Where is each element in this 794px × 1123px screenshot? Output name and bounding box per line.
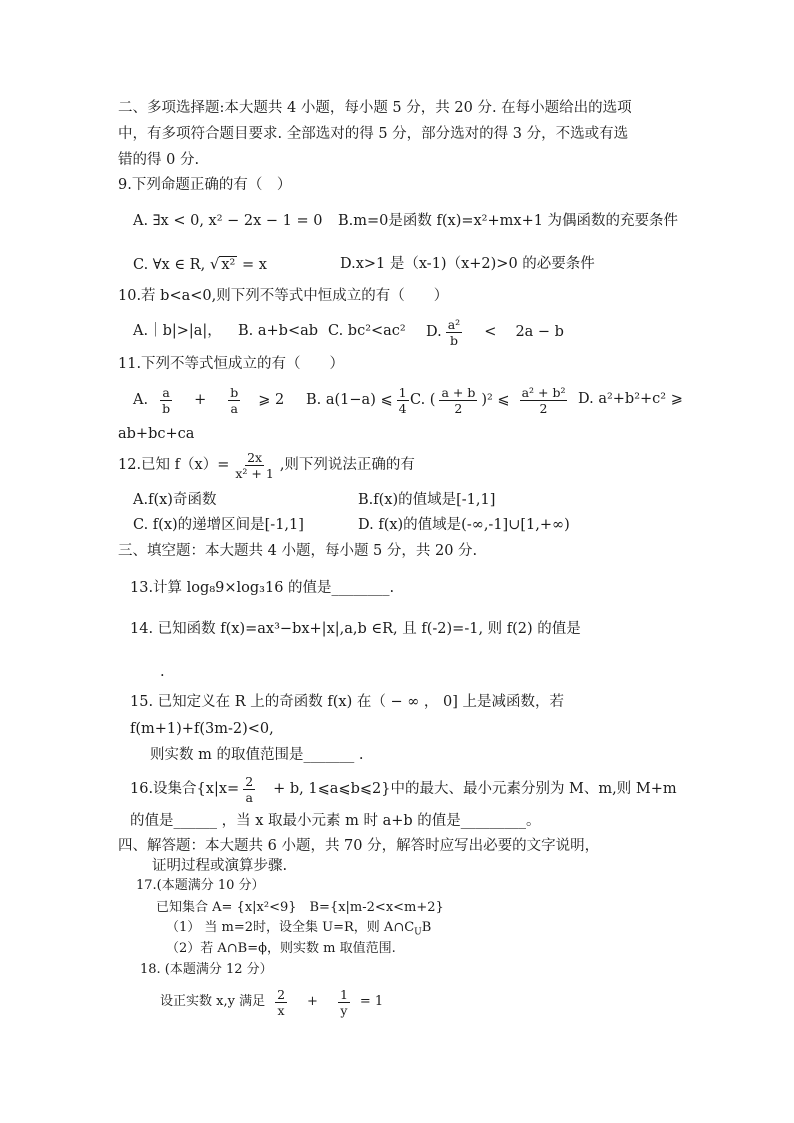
q16-denominator: a [245,789,253,805]
q11-option-b-num: 1 [398,384,407,400]
q11-option-a-plus: + [194,392,207,408]
q9-stem: 9.下列命题正确的有（ ） [118,177,292,193]
q17-part1-end: B [421,920,432,935]
q12-option-b: B.f(x)的值域是[-1,1] [358,492,496,508]
section4-instructions-line1: 四、解答题：本大题共 6 小题，共 70 分，解答时应写出必要的文字说明， [118,838,600,854]
q18-num2: 1 [339,986,348,1002]
q11-option-c-num2: a² + b² [521,384,566,400]
q16-line2: 的值是______ ，当 x 取最小元素 m 时 a+b 的值是_________。 [130,813,541,829]
q11-option-c-fraction2 [520,385,568,416]
q9-option-c-radicand: x² [221,257,236,273]
q11-option-a-prefix: A. [133,392,149,408]
q17-part1-text: （1） 当 m=2时，设全集 U=R，则 A∩C [166,920,415,935]
q17-given-sets: 已知集合 A= {x|x²<9} B={x|m-2<x<m+2} [156,900,444,915]
q11-stem: 11.下列不等式恒成立的有（ ） [118,356,345,372]
q15-line3: 则实数 m 的取值范围是_______ . [150,747,364,763]
q11-option-b-fraction [397,385,409,416]
q10-option-d-numerator: a² [447,316,461,332]
q16-numerator: 2 [245,773,254,789]
q14-text: 14. 已知函数 f(x)=ax³−bx+|x|,a,b ∈R, 且 f(-2)=-1, 则 f(2) 的值是 [130,621,581,637]
q10-option-d-prefix: D. [426,324,442,340]
q9-option-c-prefix: C. ∀x ∈ R, [133,257,206,273]
q12-numerator: 2x [247,449,263,465]
q12-option-a: A.f(x)奇函数 [133,492,217,508]
q11-option-a [133,378,284,422]
q18-num1: 2 [277,986,286,1002]
q11-option-a-suffix: ⩾ 2 [258,392,285,408]
section3-title: 三、填空题：本大题共 4 小题，每小题 5 分，共 20 分. [118,543,478,559]
q12-stem-prefix: 12.已知 f（x）= [118,457,230,473]
section2-instructions-line3: 错的得 0 分. [118,152,200,168]
section4-instructions-line2: 证明过程或演算步骤. [152,858,288,874]
q16-prefix: 16.设集合{x|x= [130,781,240,797]
q11-option-b [306,378,413,422]
q18-fraction2 [338,987,350,1018]
q11-option-a-fraction2 [228,385,240,416]
q16-fraction [243,774,255,805]
q12-option-d: D. f(x)的值域是(-∞,-1]∪[1,+∞) [358,517,570,533]
q17-header: 17.(本题满分 10 分） [136,878,265,893]
q16-line1 [130,768,677,810]
q11-option-d-continued: ab+bc+ca [118,426,195,442]
q10-stem: 10.若 b<a<0,则下列不等式中恒成立的有（ ） [118,288,449,304]
q11-option-b-den: 4 [398,400,407,416]
q11-option-c-num1: a + b [441,384,476,400]
q11-option-c-den1: 2 [454,400,463,416]
q12-stem-suffix: ,则下列说法正确的有 [279,457,415,473]
q9-option-c-suffix: = x [241,257,267,273]
q10-option-d [426,312,564,352]
section2-instructions-line1: 二、多项选择题:本大题共 4 小题，每小题 5 分，共 20 分. 在每小题给出的选项 [118,100,632,116]
q10-option-a: A.｜b|>|a|， [133,323,222,339]
q11-option-a-num1: a [162,384,170,400]
q10-option-d-denominator: b [449,332,458,348]
q18-fraction1 [275,987,287,1018]
q18-header: 18. (本题满分 12 分） [140,962,273,977]
q13-text: 13.计算 log₈9×log₃16 的值是________. [130,580,395,596]
q16-suffix: + b, 1⩽a⩽b⩽2}中的最大、最小元素分别为 M、m,则 M+m [273,781,677,797]
q12-stem [118,444,415,486]
q11-option-a-den1: b [162,400,171,416]
q10-option-d-suffix: < 2a − b [484,324,564,340]
q18-condition [160,982,383,1022]
q10-option-b: B. a+b<ab [238,323,319,339]
q15-line1: 15. 已知定义在 R 上的奇函数 f(x) 在（ − ∞ ， 0] 上是减函数，若 [130,694,565,710]
q18-den2: y [340,1002,348,1018]
q9-option-a: A. ∃x < 0, x² − 2x − 1 = 0 [133,213,323,229]
q9-option-c: C. ∀x ∈ R, √ x² = x [133,255,267,273]
q11-option-c-fraction1 [439,385,477,416]
q11-option-a-den2: a [230,400,238,416]
q11-option-c [410,378,571,422]
section2-instructions-line2: 中，有多项符合题目要求. 全部选对的得 5 分，部分选对的得 3 分，不选或有选 [118,126,629,142]
q17-part2: （2）若 A∩B=ϕ，则实数 m 取值范围. [166,941,396,956]
q12-function-fraction [233,450,275,481]
q11-option-a-fraction1 [160,385,172,416]
q18-den1: x [277,1002,285,1018]
q10-option-d-fraction [446,317,462,348]
q9-option-b: B.m=0是函数 f(x)=x²+mx+1 为偶函数的充要条件 [338,213,679,229]
q18-plus: + [307,994,318,1009]
q18-suffix: = 1 [359,994,384,1009]
q14-continued: . [160,664,165,680]
q11-option-c-mid: )² ⩽ [481,392,510,408]
q11-option-d: D. a²+b²+c² ⩾ [578,391,683,407]
q12-denominator: x² + 1 [235,465,274,481]
q17-part1-subscript: U [414,927,422,938]
q18-prefix: 设正实数 x,y 满足 [160,994,266,1009]
q11-option-c-den2: 2 [539,400,548,416]
q11-option-a-num2: b [230,384,239,400]
q15-line2: f(m+1)+f(3m-2)<0, [130,721,274,737]
q10-option-c: C. bc²<ac² [328,323,406,339]
q9-option-d: D.x>1 是（x-1)（x+2)>0 的必要条件 [340,256,595,272]
q12-option-c: C. f(x)的递增区间是[-1,1] [133,517,304,533]
q11-option-b-prefix: B. a(1−a) ⩽ [306,392,393,408]
q11-option-c-prefix: C. ( [410,392,436,408]
